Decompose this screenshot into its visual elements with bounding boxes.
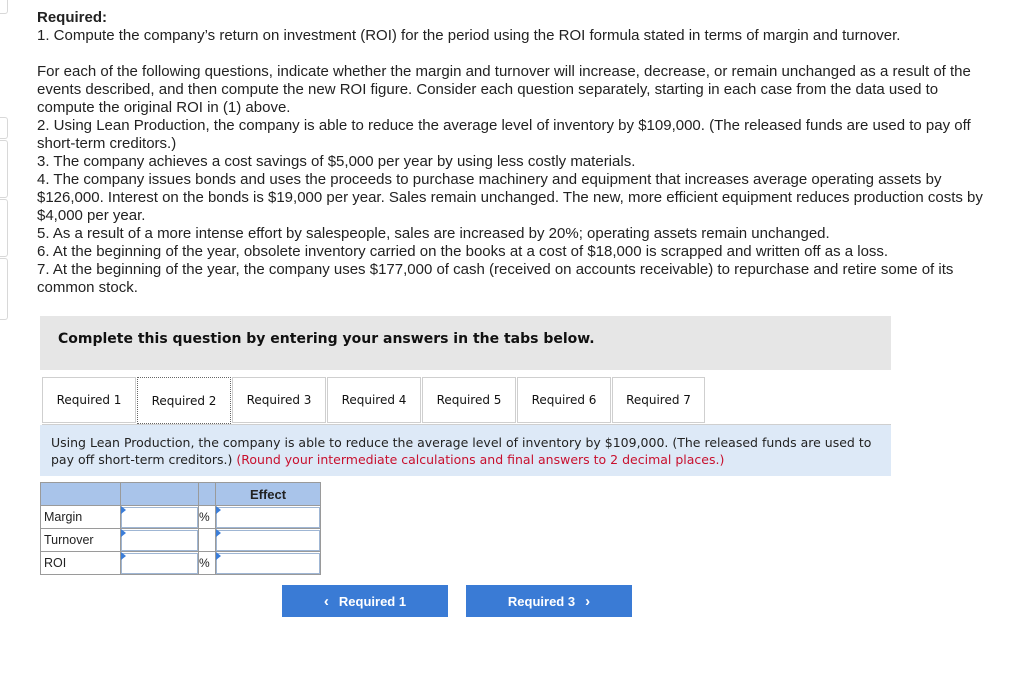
row-label-margin: Margin xyxy=(41,506,121,529)
answer-table xyxy=(40,482,321,575)
tab-required-7[interactable]: Required 7 xyxy=(612,377,705,423)
table-header-row xyxy=(41,483,321,506)
next-button-label: Required 3 xyxy=(507,593,576,609)
question-text: Using Lean Production, the company is able to reduce the average level of inventory by $109,000. (The released funds are used to pay off short-term creditors.) xyxy=(51,435,872,467)
roi-effect-cell xyxy=(216,552,321,575)
turnover-effect-cell xyxy=(216,529,321,552)
question-3-text: 3. The company achieves a cost savings of $5,000 per year by using less costly materials. xyxy=(37,153,636,170)
dropdown-marker-icon xyxy=(216,506,221,514)
margin-effect-cell xyxy=(216,506,321,529)
intro-text: For each of the following questions, indicate whether the margin and turnover will increase, decrease, or remain unchanged as a result of the events described, and then compute the new ROI figure. Consider each question separately, starting in each case from the data used to compute the original ROI in (1) above. xyxy=(37,63,971,116)
margin-effect-select[interactable] xyxy=(216,507,320,528)
header-blank-cell xyxy=(199,483,216,506)
tab-required-3[interactable]: Required 3 xyxy=(232,377,326,423)
roi-effect-select[interactable] xyxy=(216,553,320,574)
input-marker-icon xyxy=(121,506,126,514)
chevron-left-icon: ‹ xyxy=(323,592,329,610)
tab-required-5[interactable]: Required 5 xyxy=(422,377,516,423)
dropdown-marker-icon xyxy=(216,529,221,537)
input-marker-icon xyxy=(121,529,126,537)
left-edge-panel xyxy=(0,117,8,139)
turnover-unit xyxy=(199,529,216,552)
left-edge-panel xyxy=(0,199,8,257)
problem-statement xyxy=(37,9,987,297)
table-row xyxy=(41,506,321,529)
input-marker-icon xyxy=(121,552,126,560)
turnover-value-cell xyxy=(121,529,199,552)
turnover-value-input[interactable] xyxy=(121,530,198,551)
margin-value-cell xyxy=(121,506,199,529)
required-1-text: 1. Compute the company’s return on investment (ROI) for the period using the ROI formula stated in terms of margin and turnover. xyxy=(37,27,901,44)
roi-unit: % xyxy=(199,552,216,575)
tab-required-2[interactable]: Required 2 xyxy=(137,377,231,424)
margin-unit: % xyxy=(199,506,216,529)
effect-header: Effect xyxy=(216,483,321,506)
margin-value-input[interactable] xyxy=(121,507,198,528)
left-edge-panel xyxy=(0,258,8,320)
next-required-3-button[interactable] xyxy=(466,585,632,617)
instructions-text: Complete this question by entering your answers in the tabs below. xyxy=(58,331,595,347)
question-5-text: 5. As a result of a more intense effort by salespeople, sales are increased by 20%; operating assets remain unchanged. xyxy=(37,225,830,242)
question-4-text: 4. The company issues bonds and uses the proceeds to purchase machinery and equipment that increases average operating assets by $126,000. Interest on the bonds is $19,000 per year. Sales remain unchanged. The new, more efficient equipment reduces production costs by $4,000 per year. xyxy=(37,171,983,224)
prev-button-label: Required 1 xyxy=(338,593,407,609)
question-6-text: 6. At the beginning of the year, obsolete inventory carried on the books at a cost of $18,000 is scrapped and written off as a loss. xyxy=(37,243,889,260)
instructions-bar xyxy=(40,316,891,370)
roi-value-cell xyxy=(121,552,199,575)
question-box xyxy=(40,425,891,476)
dropdown-marker-icon xyxy=(216,552,221,560)
turnover-effect-select[interactable] xyxy=(216,530,320,551)
left-edge-panel xyxy=(0,140,8,198)
table-row xyxy=(41,529,321,552)
header-blank-cell xyxy=(41,483,121,506)
question-2-text: 2. Using Lean Production, the company is able to reduce the average level of inventory by $109,000. (The released funds are used to pay off short-term creditors.) xyxy=(37,117,971,152)
tab-required-1[interactable]: Required 1 xyxy=(42,377,136,423)
prev-required-1-button[interactable] xyxy=(282,585,448,617)
required-heading: Required: xyxy=(37,9,108,26)
left-edge-panel xyxy=(0,0,8,14)
tab-required-4[interactable]: Required 4 xyxy=(327,377,421,423)
tab-required-6[interactable]: Required 6 xyxy=(517,377,611,423)
row-label-turnover: Turnover xyxy=(41,529,121,552)
header-blank-cell xyxy=(121,483,199,506)
chevron-right-icon: › xyxy=(585,592,591,610)
table-row xyxy=(41,552,321,575)
rounding-note: (Round your intermediate calculations and final answers to 2 decimal places.) xyxy=(236,452,725,467)
row-label-roi: ROI xyxy=(41,552,121,575)
roi-value-input[interactable] xyxy=(121,553,198,574)
question-7-text: 7. At the beginning of the year, the company uses $177,000 of cash (received on accounts receivable) to repurchase and retire some of its common stock. xyxy=(37,261,954,296)
